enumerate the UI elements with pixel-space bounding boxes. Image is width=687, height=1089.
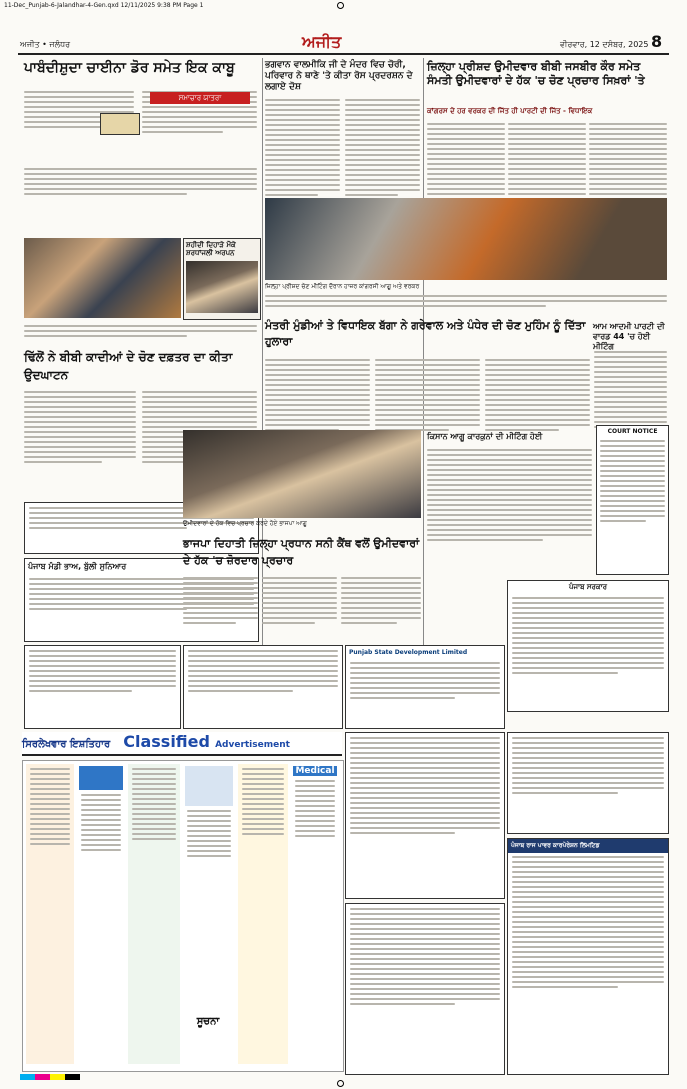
registration-mark xyxy=(337,1080,344,1087)
news-photo-2 xyxy=(183,430,421,518)
photo-caption: ਜ਼ਿਲ੍ਹਾ ਪ੍ਰੀਸ਼ਦ ਚੋਣ ਮੀਟਿੰਗ ਦੌਰਾਨ ਹਾਜ਼ਰ ਕਾਂਗਰਸੀ ਆਗੂ ਅਤੇ ਵਰਕਰ xyxy=(265,283,420,290)
advertisement-label: Advertisement xyxy=(215,740,290,750)
headline-7: ਭਾਜਪਾ ਦਿਹਾਤੀ ਜ਼ਿਲ੍ਹਾ ਪ੍ਰਧਾਨ ਸਨੀ ਕੈਂਥ ਵਲੋਂ ਉਮੀਦਵਾਰਾਂ ਦੇ ਹੱਕ 'ਚ ਜ਼ੋਰਦਾਰ ਪ੍ਰਚਾਰ xyxy=(183,537,420,567)
market-title: ਪੰਜਾਬ ਮੰਡੀ ਭਾਅ, ਬੁੱਲੀ ਸੁਨਿਆਰ xyxy=(28,562,127,571)
pspcl-notice xyxy=(507,838,669,1075)
print-slug: 11-Dec_Punjab-6-Jalandhar-4-Gen.qxd 12/11/2025 9:38 PM Page 1 xyxy=(4,2,204,9)
govt-ad-title: ਪੰਜਾਬ ਸਰਕਾਰ xyxy=(568,583,607,591)
classified-icon-block xyxy=(79,766,123,790)
caption-lines xyxy=(265,292,667,310)
registration-mark xyxy=(337,2,344,9)
classified-image xyxy=(185,766,233,806)
article-text xyxy=(262,574,337,627)
pspcl-title: ਪੰਜਾਬ ਰਾਜ ਪਾਵਰ ਕਾਰਪੋਰੇਸ਼ਨ ਲਿਮਟਿਡ xyxy=(508,839,668,853)
classified-header xyxy=(22,732,342,756)
article-text xyxy=(24,388,136,466)
court-notice xyxy=(596,425,669,575)
headline-6: ਆਮ ਆਦਮੀ ਪਾਰਟੀ ਦੀ ਵਾਰਡ 44 'ਚ ਹੋਈ ਮੀਟਿੰਗ xyxy=(593,322,665,351)
classified-column xyxy=(291,764,339,1064)
logo-ad: ਸਮਾਚਾਰ ਯਾਤਰਾ xyxy=(150,92,250,104)
inline-photo xyxy=(100,113,140,135)
notice-title: ਸੂਚਨਾ xyxy=(196,1016,220,1027)
classified-pa: ਸਿਰਲੇਖਵਾਰ ਇਸ਼ਤਿਹਾਰ xyxy=(22,739,111,750)
box-headline: ਸ਼ਹੀਦੀ ਦਿਹਾੜੇ ਮੌਕੇ ਸ਼ਰਧਾਂਜਲੀ ਅਰਪਨ xyxy=(186,241,236,257)
classified-grid xyxy=(22,760,344,1072)
govt-notice xyxy=(345,903,505,1075)
article-text xyxy=(265,96,340,199)
court-notice-title: COURT NOTICE xyxy=(607,428,658,435)
article-text xyxy=(375,356,480,434)
masthead-logo: ਅਜੀਤ xyxy=(302,32,342,51)
tender-notice xyxy=(507,732,669,834)
article-text xyxy=(594,348,667,431)
govt-ad xyxy=(507,580,669,712)
headline-5: ਮੰਤਰੀ ਮੁੰਡੀਆਂ ਤੇ ਵਿਧਾਇਕ ਬੱਗਾ ਨੇ ਗਰੇਵਾਲ ਅਤੇ ਪੰਧੇਰ ਦੀ ਚੋਣ ਮੁਹਿੰਮ ਨੂੰ ਦਿੱਤਾ ਹੁਲਾਰਾ xyxy=(265,319,586,348)
boxed-story xyxy=(183,238,261,320)
classified-column xyxy=(77,764,125,1064)
classified-column xyxy=(26,764,74,1064)
headline-8: ਕਿਸਾਨ ਆਗੂ ਕਾਰਕੁਨਾਂ ਦੀ ਮੀਟਿੰਗ ਹੋਈ xyxy=(427,432,543,441)
article-text xyxy=(265,356,370,434)
article-text xyxy=(341,574,421,627)
headline-1: ਪਾਬੰਦੀਸ਼ੁਦਾ ਚਾਈਨਾ ਡੋਰ ਸਮੇਤ ਇਕ ਕਾਬੂ xyxy=(24,60,235,76)
notice-box xyxy=(133,1016,283,1036)
tender-ad xyxy=(183,645,343,729)
page-number: 8 xyxy=(651,32,663,51)
headline-3-kicker: ਕਾਂਗਰਸ ਦੇ ਹਰ ਵਰਕਰ ਦੀ ਜਿੱਤ ਹੀ ਪਾਰਟੀ ਦੀ ਜਿੱਤ - ਵਿਧਾਇਕ xyxy=(427,107,593,115)
medical-label: Medical xyxy=(293,766,337,776)
headline-2: ਭਗਵਾਨ ਵਾਲਮੀਕਿ ਜੀ ਦੇ ਮੰਦਰ ਵਿਚ ਚੋਰੀ, ਪਰਿਵਾਰ ਨੇ ਥਾਣੇ 'ਤੇ ਕੀਤਾ ਰੋਸ ਪ੍ਰਦਰਸ਼ਨ ਦੇ ਲਗਾਏ ਦੋਸ਼ xyxy=(265,60,413,92)
date-label: ਵੀਰਵਾਰ, 12 ਦਸੰਬਰ, 2025 xyxy=(560,40,649,49)
headline-3: ਜ਼ਿਲ੍ਹਾ ਪ੍ਰੀਸ਼ਦ ਉਮੀਦਵਾਰ ਬੀਬੀ ਜਸਬੀਰ ਕੌਰ ਸਮੇਤ ਸੰਮਤੀ ਉਮੀਦਵਾਰਾਂ ਦੇ ਹੱਕ 'ਚ ਚੋਣ ਪ੍ਰਚਾਰ ਸਿਖ਼ਰਾਂ 'ਤੇ xyxy=(427,60,645,87)
column-rule xyxy=(262,58,263,728)
article-text xyxy=(485,356,590,434)
news-photo xyxy=(24,238,181,318)
psdc-title: Punjab State Development Limited xyxy=(349,649,468,656)
headline-4: ਢਿੱਲੋਂ ਨੇ ਬੀਬੀ ਕਾਦੀਆਂ ਦੇ ਚੋਣ ਦਫ਼ਤਰ ਦਾ ਕੀਤਾ ਉਦਘਾਟਨ xyxy=(24,350,233,382)
section-label: ਅਜੀਤ • ਜਲੰਧਰ xyxy=(20,40,71,49)
photo-caption xyxy=(24,322,257,340)
classified-title: Classified xyxy=(123,732,210,751)
govt-notice xyxy=(345,732,505,899)
group-photo xyxy=(265,198,667,280)
masthead-rule xyxy=(18,53,669,55)
psdc-ad xyxy=(345,645,505,729)
tender-ad xyxy=(24,645,181,729)
article-text xyxy=(24,165,257,198)
article-text xyxy=(183,574,258,627)
photo-caption: ਉਮੀਦਵਾਰਾਂ ਦੇ ਹੱਕ ਵਿਚ ਪ੍ਰਚਾਰ ਕਰਦੇ ਹੋਏ ਭਾਜਪਾ ਆਗੂ xyxy=(183,520,307,527)
color-bar xyxy=(20,1074,80,1080)
article-text xyxy=(345,96,420,199)
box-photo xyxy=(186,261,258,313)
article-text xyxy=(427,446,592,544)
